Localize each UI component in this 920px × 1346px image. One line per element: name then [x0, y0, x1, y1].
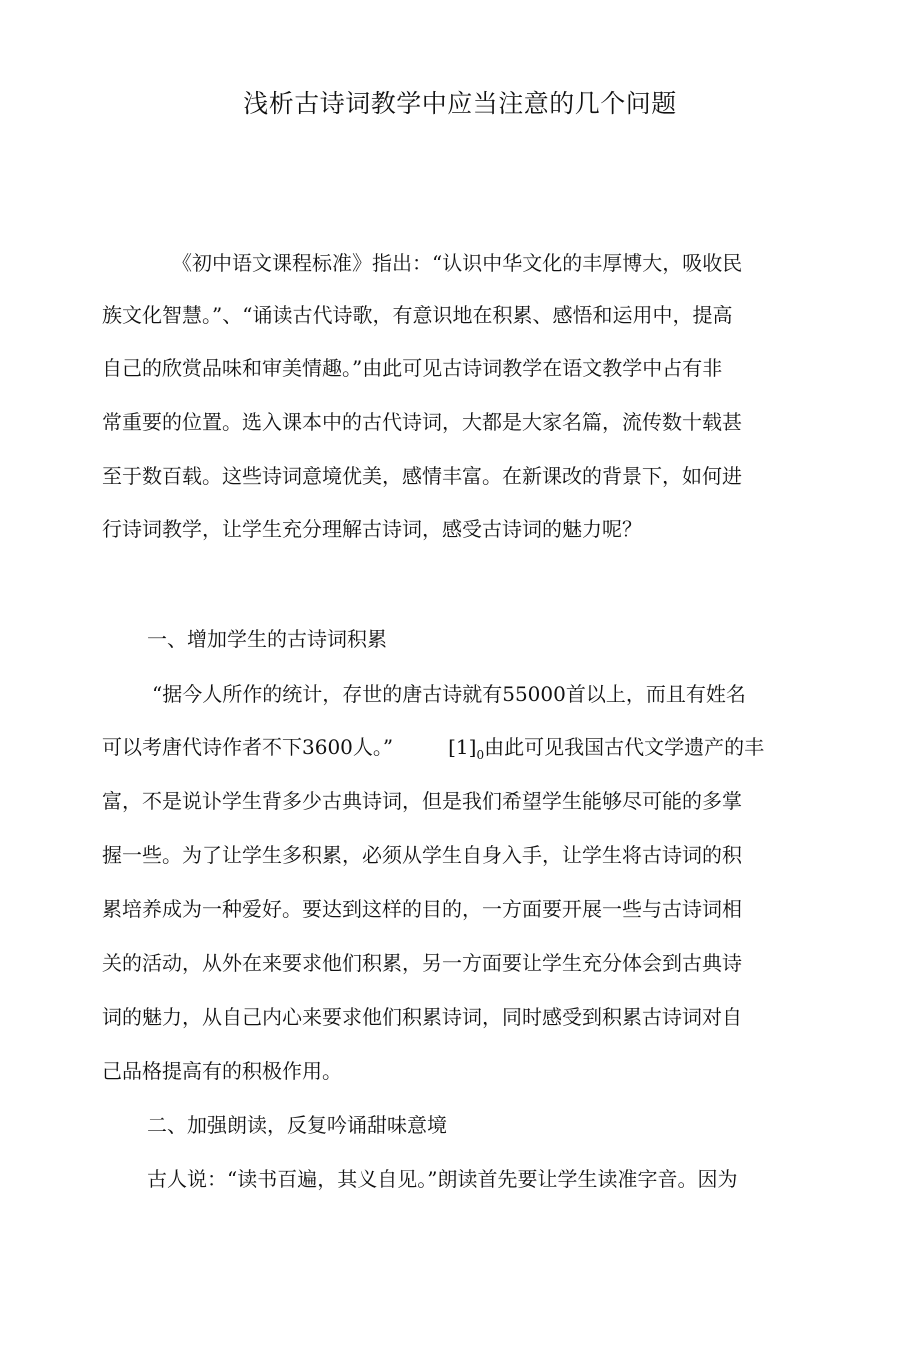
citation-ref-sub: 0 — [476, 748, 485, 762]
section-1-line-6: 关的活动，从外在来要求他们积累，另一方面要让学生充分体会到古典诗 — [102, 951, 742, 975]
intro-line-5: 至于数百载。这些诗词意境优美，感情丰富。在新课改的背景下，如何进 — [102, 464, 742, 488]
document-title: 浅析古诗词教学中应当注意的几个问题 — [243, 89, 677, 118]
section-1-line-5: 累培养成为一种爱好。要达到这样的目的，一方面要开展一些与古诗词相 — [102, 897, 742, 921]
intro-line-4: 常重要的位置。选入课本中的古代诗词，大都是大家名篇，流传数十载甚 — [102, 410, 742, 434]
section-1-line-4: 握一些。为了让学生多积累，必须从学生自身入手，让学生将古诗词的积 — [102, 843, 742, 867]
section-1-line-1: “据今人所作的统计，存世的唐古诗就有55000首以上，而且有姓名 — [152, 682, 746, 706]
section-1-line-2-text-b: 由此可见我国古代文学遗产的丰 — [484, 735, 765, 759]
intro-line-1: 《初中语文课程标准》指出：“认识中华文化的丰厚博大，吸收民 — [172, 251, 743, 275]
section-1-line-2 — [102, 733, 764, 769]
section-1-heading: 一、增加学生的古诗词积累 — [147, 627, 387, 651]
section-2-heading: 二、加强朗读，反复吟诵甜味意境 — [147, 1113, 447, 1137]
intro-line-2: 族文化智慧。”、“诵读古代诗歌，有意识地在积累、感悟和运用中，提高 — [102, 303, 733, 327]
section-1-line-2-text-a: 可以考唐代诗作者不下3600人。” — [102, 735, 394, 759]
citation-ref — [448, 735, 485, 762]
section-1-line-7: 词的魅力，从自己内心来要求他们积累诗词，同时感受到积累古诗词对自 — [102, 1005, 742, 1029]
citation-ref-label: [1] — [448, 735, 477, 759]
intro-line-3: 自己的欣赏品味和审美情趣。”由此可见古诗词教学在语文教学中占有非 — [102, 356, 723, 380]
section-1-line-3: 富，不是说讣学生背多少古典诗词，但是我们希望学生能够尽可能的多掌 — [102, 789, 742, 813]
intro-line-6: 行诗词教学，让学生充分理解古诗词，感受古诗词的魅力呢？ — [102, 517, 642, 541]
section-2-line-1: 古人说：“读书百遍，其义自见。”朗读首先要让学生读准字音。因为 — [147, 1167, 738, 1191]
section-1-line-8: 己品格提高有的积极作用。 — [102, 1059, 342, 1083]
